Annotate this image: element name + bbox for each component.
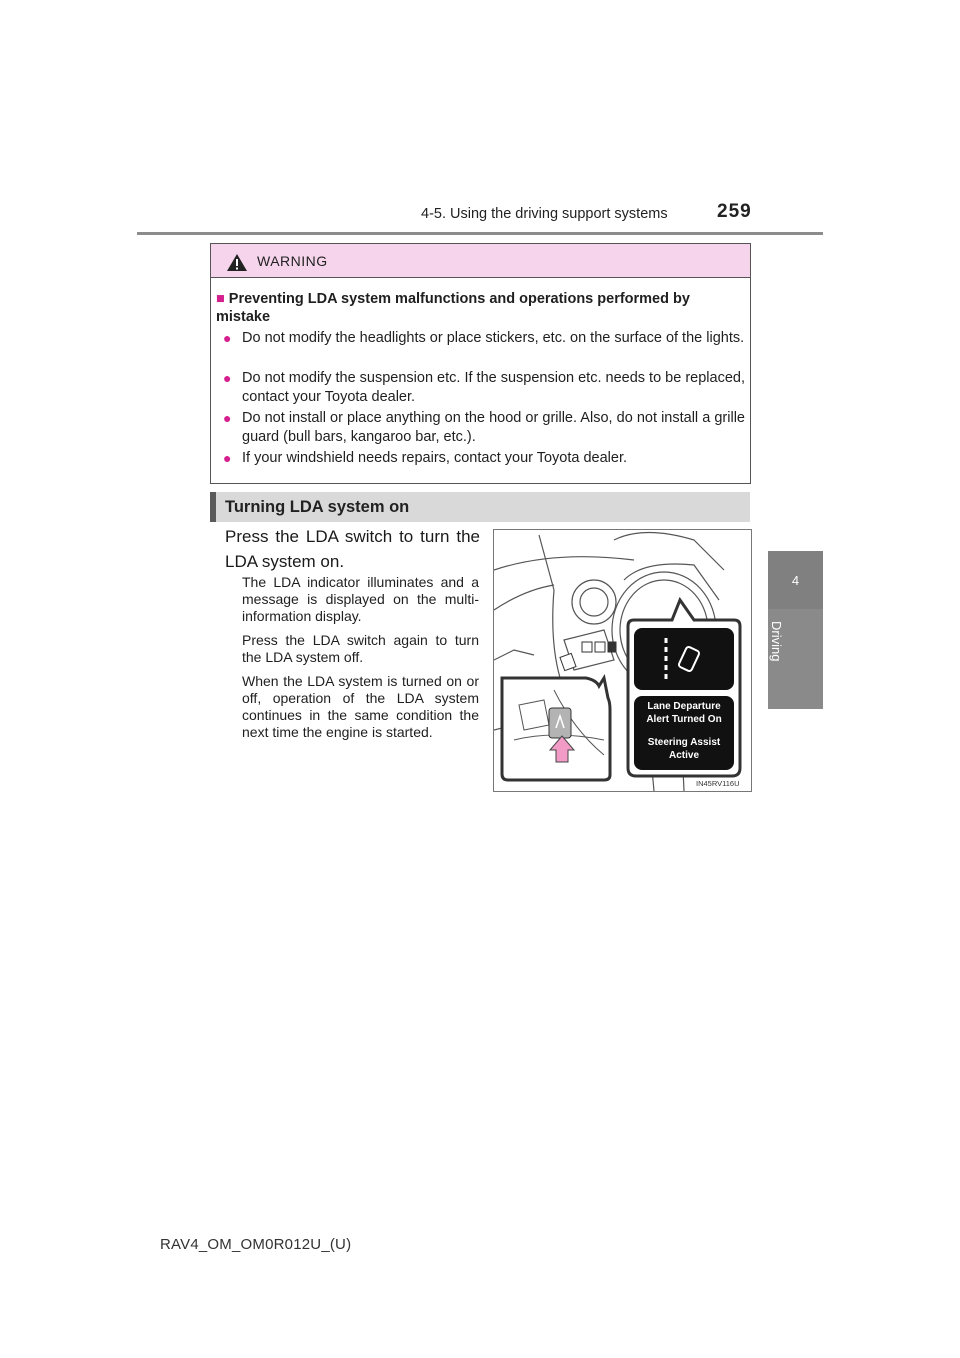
circle-bullet-icon: ● [223, 450, 232, 466]
display-text-line4: Active [668, 750, 699, 761]
warning-bullet: Do not modify the headlights or place stickers, etc. on the surface of the lights. [242, 330, 745, 346]
warning-box [210, 243, 751, 484]
circle-bullet-icon: ● [223, 330, 232, 346]
chapter-number: 4 [791, 573, 800, 588]
document-code: RAV4_OM_OM0R012U_(U) [160, 1236, 352, 1253]
note-paragraph: Press the LDA switch again to turn the LDA system off. [242, 632, 479, 665]
section-heading [210, 492, 750, 522]
circle-bullet-icon: ● [223, 370, 232, 386]
switch-inset [502, 678, 610, 780]
warning-bullet: Do not modify the suspension etc. If the suspension etc. needs to be replaced, contact your Toyota dealer. [242, 370, 745, 405]
lda-switch-illustration [493, 529, 752, 792]
section-heading-text: Turning LDA system on [225, 498, 410, 516]
warning-bullet: If your windshield needs repairs, contact your Toyota dealer. [242, 450, 628, 466]
display-text-line3: Steering Assist [647, 737, 721, 748]
warning-heading-text: Preventing LDA system malfunctions and operations performed by mistake [216, 291, 690, 325]
warning-bullet: Do not install or place anything on the hood or grille. Also, do not install a grille guard (bull bars, kangaroo bar, etc.). [242, 410, 745, 445]
header-rule [137, 232, 823, 235]
note-paragraph: The LDA indicator illuminates and a message is displayed on the multi-information display. [242, 574, 479, 624]
warning-header [211, 244, 750, 278]
circle-bullet-icon: ● [223, 410, 232, 426]
display-text-line1: Lane Departure [647, 701, 721, 712]
note-paragraph: When the LDA system is turned on or off, operation of the LDA system continues in the same condition the next time the engine is started. [242, 673, 479, 740]
chapter-label-tab[interactable] [768, 609, 823, 709]
display-text-line2: Alert Turned On [646, 714, 722, 725]
warning-triangle-icon [226, 253, 248, 272]
warning-heading [216, 290, 746, 326]
instruction-text: Press the LDA switch to turn the LDA system on. [225, 527, 480, 571]
square-bullet-icon: ■ [216, 291, 225, 307]
section-heading-bar [210, 492, 216, 522]
page-number: 259 [717, 201, 752, 222]
illustration-code: IN45RV116U [696, 779, 740, 788]
section-title: 4-5. Using the driving support systems [421, 206, 668, 222]
warning-label: WARNING [257, 253, 328, 269]
chapter-label: Driving [769, 621, 784, 662]
